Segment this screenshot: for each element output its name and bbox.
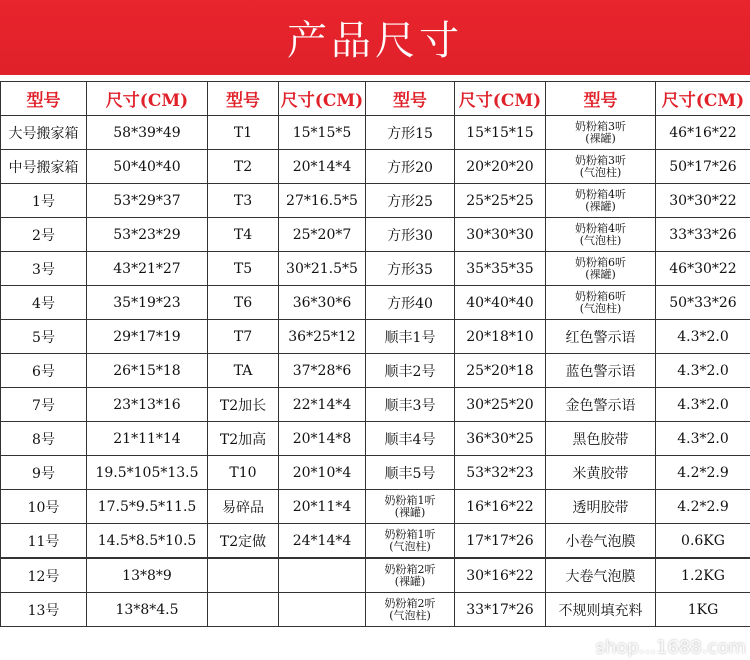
size-cell: 35*35*35	[455, 252, 546, 286]
size-cell: 29*17*19	[87, 320, 208, 354]
table-row	[1, 150, 750, 184]
model-cell: 方形15	[366, 116, 455, 150]
header-size-4: 尺寸(CM)	[656, 82, 750, 116]
size-cell: 58*39*49	[87, 116, 208, 150]
size-cell: 21*11*14	[87, 422, 208, 456]
size-cell: 36*30*6	[279, 286, 366, 320]
size-cell: 43*21*27	[87, 252, 208, 286]
model-cell: 奶粉箱6听 (裸罐)	[546, 252, 656, 286]
size-cell: 23*13*16	[87, 388, 208, 422]
model-cell: 10号	[1, 490, 87, 524]
size-cell: 15*15*5	[279, 116, 366, 150]
table-row	[1, 490, 750, 524]
page-title: 产品尺寸	[287, 18, 463, 64]
model-cell: 7号	[1, 388, 87, 422]
model-cell	[208, 593, 279, 627]
size-cell: 35*19*23	[87, 286, 208, 320]
size-cell: 4.3*2.0	[656, 354, 750, 388]
model-cell: 小卷气泡膜	[546, 524, 656, 559]
size-cell: 30*16*22	[455, 558, 546, 593]
model-cell: 易碎品	[208, 490, 279, 524]
model-cell: 不规则填充料	[546, 593, 656, 627]
header-size-2: 尺寸(CM)	[279, 82, 366, 116]
size-cell: 25*25*25	[455, 184, 546, 218]
table-header-row	[1, 82, 750, 116]
header-model-1: 型号	[1, 82, 87, 116]
size-cell: 30*21.5*5	[279, 252, 366, 286]
model-cell: T5	[208, 252, 279, 286]
model-cell: T2定做	[208, 524, 279, 559]
header-model-4: 型号	[546, 82, 656, 116]
size-cell: 16*16*22	[455, 490, 546, 524]
model-cell: 黑色胶带	[546, 422, 656, 456]
size-cell: 4.2*2.9	[656, 456, 750, 490]
table-row	[1, 388, 750, 422]
size-cell: 0.6KG	[656, 524, 750, 559]
size-cell: 17*17*26	[455, 524, 546, 559]
size-cell: 30*25*20	[455, 388, 546, 422]
model-cell: 2号	[1, 218, 87, 252]
size-cell: 25*20*18	[455, 354, 546, 388]
model-cell: 红色警示语	[546, 320, 656, 354]
table-row	[1, 116, 750, 150]
size-cell: 22*14*4	[279, 388, 366, 422]
model-cell: 大卷气泡膜	[546, 558, 656, 593]
table-row	[1, 593, 750, 627]
size-table-wrapper	[0, 81, 750, 627]
size-cell	[279, 593, 366, 627]
model-cell: TA	[208, 354, 279, 388]
model-cell: 3号	[1, 252, 87, 286]
size-cell: 13*8*9	[87, 558, 208, 593]
model-cell: T2加长	[208, 388, 279, 422]
model-cell: 奶粉箱2听 (裸罐)	[366, 558, 455, 593]
model-cell: T10	[208, 456, 279, 490]
size-cell: 20*11*4	[279, 490, 366, 524]
header-model-2: 型号	[208, 82, 279, 116]
model-cell: 奶粉箱4听 (裸罐)	[546, 184, 656, 218]
size-cell: 17.5*9.5*11.5	[87, 490, 208, 524]
size-cell: 53*32*23	[455, 456, 546, 490]
model-cell: 方形20	[366, 150, 455, 184]
size-cell: 20*10*4	[279, 456, 366, 490]
model-cell: 奶粉箱4听 (气泡柱)	[546, 218, 656, 252]
size-cell: 24*14*4	[279, 524, 366, 559]
model-cell: 顺丰4号	[366, 422, 455, 456]
size-cell: 46*30*22	[656, 252, 750, 286]
model-cell: T2加高	[208, 422, 279, 456]
size-cell: 25*20*7	[279, 218, 366, 252]
model-cell: 顺丰3号	[366, 388, 455, 422]
size-cell: 30*30*30	[455, 218, 546, 252]
model-cell: 奶粉箱2听 (气泡柱)	[366, 593, 455, 627]
model-cell: 9号	[1, 456, 87, 490]
size-cell: 19.5*105*13.5	[87, 456, 208, 490]
model-cell: 中号搬家箱	[1, 150, 87, 184]
table-row	[1, 456, 750, 490]
model-cell: T2	[208, 150, 279, 184]
size-cell: 20*20*20	[455, 150, 546, 184]
table-row	[1, 252, 750, 286]
size-cell: 14.5*8.5*10.5	[87, 524, 208, 559]
model-cell: 5号	[1, 320, 87, 354]
size-cell: 37*28*6	[279, 354, 366, 388]
size-cell: 33*33*26	[656, 218, 750, 252]
size-cell: 20*14*8	[279, 422, 366, 456]
size-cell: 33*17*26	[455, 593, 546, 627]
model-cell: 大号搬家箱	[1, 116, 87, 150]
model-cell: T3	[208, 184, 279, 218]
size-table	[0, 81, 750, 627]
model-cell	[208, 558, 279, 593]
size-cell: 36*25*12	[279, 320, 366, 354]
model-cell: 顺丰5号	[366, 456, 455, 490]
model-cell: 8号	[1, 422, 87, 456]
model-cell: 6号	[1, 354, 87, 388]
size-cell: 53*29*37	[87, 184, 208, 218]
table-row	[1, 320, 750, 354]
size-cell: 1KG	[656, 593, 750, 627]
size-cell: 50*40*40	[87, 150, 208, 184]
table-row	[1, 286, 750, 320]
size-cell: 4.3*2.0	[656, 320, 750, 354]
size-cell: 27*16.5*5	[279, 184, 366, 218]
model-cell: T4	[208, 218, 279, 252]
watermark-text: shop...1688.com	[595, 637, 746, 658]
model-cell: 顺丰2号	[366, 354, 455, 388]
header-size-3: 尺寸(CM)	[455, 82, 546, 116]
table-row	[1, 422, 750, 456]
size-cell: 46*16*22	[656, 116, 750, 150]
model-cell: T6	[208, 286, 279, 320]
model-cell: 11号	[1, 524, 87, 559]
size-cell: 1.2KG	[656, 558, 750, 593]
size-cell: 4.3*2.0	[656, 422, 750, 456]
model-cell: 奶粉箱1听 (气泡柱)	[366, 524, 455, 559]
model-cell: 蓝色警示语	[546, 354, 656, 388]
table-row	[1, 354, 750, 388]
model-cell: 方形25	[366, 184, 455, 218]
size-cell: 20*18*10	[455, 320, 546, 354]
model-cell: 方形30	[366, 218, 455, 252]
model-cell: 奶粉箱3听 (气泡柱)	[546, 150, 656, 184]
table-row	[1, 184, 750, 218]
table-row	[1, 218, 750, 252]
size-cell: 15*15*15	[455, 116, 546, 150]
size-cell: 30*30*22	[656, 184, 750, 218]
size-cell: 50*17*26	[656, 150, 750, 184]
model-cell: 13号	[1, 593, 87, 627]
size-cell: 36*30*25	[455, 422, 546, 456]
model-cell: 奶粉箱6听 (气泡柱)	[546, 286, 656, 320]
size-cell: 50*33*26	[656, 286, 750, 320]
size-cell: 20*14*4	[279, 150, 366, 184]
size-cell: 40*40*40	[455, 286, 546, 320]
model-cell: 1号	[1, 184, 87, 218]
model-cell: 透明胶带	[546, 490, 656, 524]
model-cell: 顺丰1号	[366, 320, 455, 354]
table-body	[1, 116, 750, 627]
size-cell: 53*23*29	[87, 218, 208, 252]
header-size-1: 尺寸(CM)	[87, 82, 208, 116]
model-cell: 米黄胶带	[546, 456, 656, 490]
size-cell	[279, 558, 366, 593]
model-cell: 方形35	[366, 252, 455, 286]
model-cell: T1	[208, 116, 279, 150]
model-cell: 12号	[1, 558, 87, 593]
model-cell: 奶粉箱3听 (裸罐)	[546, 116, 656, 150]
model-cell: 4号	[1, 286, 87, 320]
size-cell: 13*8*4.5	[87, 593, 208, 627]
model-cell: 奶粉箱1听 (裸罐)	[366, 490, 455, 524]
table-row	[1, 524, 750, 559]
header-model-3: 型号	[366, 82, 455, 116]
model-cell: 金色警示语	[546, 388, 656, 422]
size-cell: 26*15*18	[87, 354, 208, 388]
size-cell: 4.2*2.9	[656, 490, 750, 524]
size-cell: 4.3*2.0	[656, 388, 750, 422]
table-row	[1, 558, 750, 593]
model-cell: 方形40	[366, 286, 455, 320]
title-banner	[0, 0, 750, 75]
model-cell: T7	[208, 320, 279, 354]
